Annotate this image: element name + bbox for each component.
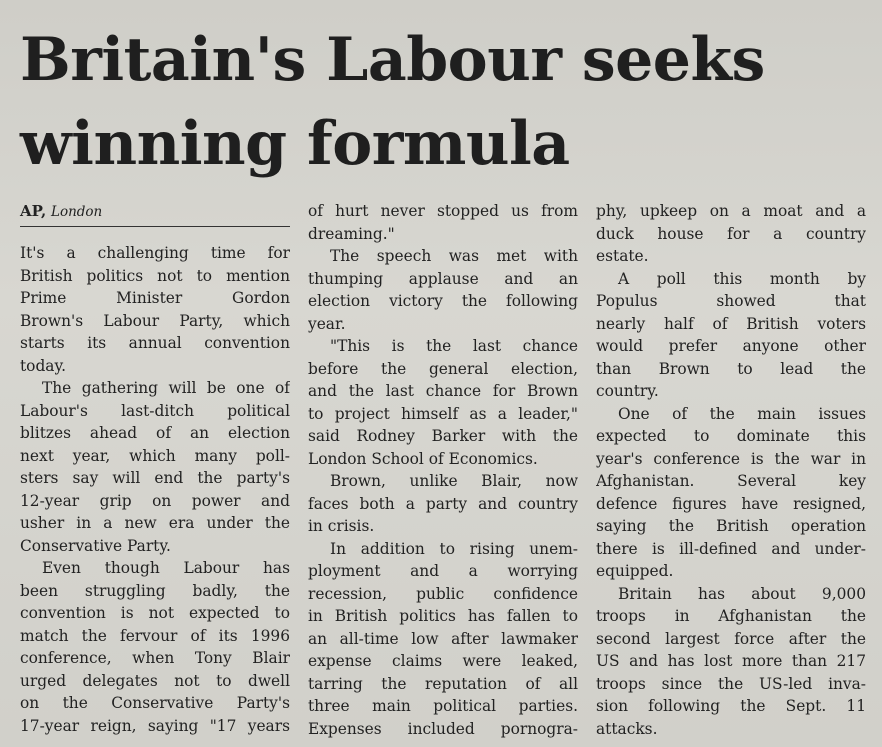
text-line: recession, public confidence [308, 584, 578, 603]
text-line: estate. [596, 247, 649, 265]
text-line: sion following the Sept. 11 [596, 697, 866, 715]
text-line: said Rodney Barker with the [308, 427, 578, 445]
text-line: London School of Economics. [308, 449, 538, 468]
text-line: Expenses included pornogra- [308, 719, 578, 738]
text-line: before the general election, [308, 359, 578, 378]
text-line: expense claims were leaked, [308, 652, 578, 670]
text-line: in crisis. [308, 517, 375, 535]
text-line: attacks. [596, 719, 658, 738]
text-line: The gathering will be one of [42, 379, 290, 397]
text-line: of hurt never stopped us from [308, 202, 578, 220]
text-line: Conservative Party. [20, 536, 171, 555]
text-line: It's a challenging time for [20, 244, 290, 262]
text-line: troops in Afghanistan the [596, 607, 866, 625]
text-line: Brown, unlike Blair, now [330, 472, 578, 490]
text-line: second largest force after the [596, 629, 866, 648]
text-line: country. [596, 382, 659, 400]
text-line: starts its annual convention [20, 334, 290, 352]
article-column-2 [308, 200, 578, 740]
text-line: thumping applause and an [308, 269, 578, 288]
text-line: Even though Labour has [42, 559, 290, 577]
text-line: Labour's last-ditch political [20, 401, 290, 420]
text-line: phy, upkeep on a moat and a [596, 202, 866, 220]
text-line: tarring the reputation of all [308, 674, 578, 693]
text-line: In addition to rising unem- [330, 539, 578, 558]
text-line: Populus showed that [596, 292, 866, 310]
text-line: Prime Minister Gordon [20, 289, 290, 307]
text-line: match the fervour of its 1996 [20, 626, 290, 645]
text-line: "This is the last chance [330, 337, 578, 355]
text-line: British politics not to mention [20, 266, 290, 285]
text-line: in British politics has fallen to [308, 607, 578, 625]
byline [20, 200, 290, 227]
text-line: urged delegates not to dwell [20, 671, 290, 690]
text-line: three main political parties. [308, 697, 578, 715]
text-line: next year, which many poll- [20, 446, 290, 465]
text-line: One of the main issues [618, 404, 866, 423]
text-line: Britain has about 9,000 [618, 584, 866, 603]
text-line: convention is not expected to [20, 604, 290, 622]
text-line: conference, when Tony Blair [20, 649, 290, 667]
text-line: expected to dominate this [596, 427, 866, 445]
text-line: duck house for a country [596, 224, 866, 243]
text-line: election victory the following [308, 292, 578, 310]
article-column-3 [596, 200, 866, 740]
text-line: year. [308, 314, 346, 333]
text-line: US and has lost more than 217 [596, 652, 866, 670]
headline [20, 18, 860, 186]
text-line: The speech was met with [330, 247, 578, 265]
text-line: an all-time low after lawmaker [308, 629, 578, 648]
text-line: saying the British operation [596, 517, 866, 535]
headline-line-1: Britain's Labour seeks [20, 25, 765, 95]
text-line: sters say will end the party's [20, 469, 290, 487]
text-line: troops since the US-led inva- [596, 674, 866, 693]
byline-agency: AP, [20, 202, 47, 220]
text-line: 12-year grip on power and [20, 491, 290, 510]
byline-place: London [51, 204, 103, 220]
text-line: 17-year reign, saying "17 years [20, 716, 290, 735]
text-line: defence figures have resigned, [596, 494, 866, 513]
text-line: been struggling badly, the [20, 581, 290, 600]
text-line: Brown's Labour Party, which [20, 311, 290, 330]
text-line: to project himself as a leader," [308, 404, 578, 423]
article-body [20, 200, 866, 740]
text-line: usher in a new era under the [20, 514, 290, 532]
text-line: faces both a party and country [308, 494, 578, 513]
text-line: and the last chance for Brown [308, 382, 578, 400]
text-line: nearly half of British voters [596, 314, 866, 333]
text-line: dreaming." [308, 224, 395, 243]
text-line: there is ill-defined and under- [596, 539, 866, 558]
text-line: than Brown to lead the [596, 359, 866, 378]
text-line: Afghanistan. Several key [596, 472, 866, 490]
text-line: A poll this month by [618, 269, 866, 288]
text-line: blitzes ahead of an election [20, 424, 290, 442]
text-line: equipped. [596, 562, 674, 580]
text-line: on the Conservative Party's [20, 694, 290, 712]
text-line: ployment and a worrying [308, 562, 578, 580]
text-line: today. [20, 356, 67, 375]
article-column-1 [20, 200, 290, 737]
text-line: year's conference is the war in [596, 449, 866, 468]
text-line: would prefer anyone other [596, 337, 866, 355]
headline-line-2: winning formula [20, 109, 570, 179]
